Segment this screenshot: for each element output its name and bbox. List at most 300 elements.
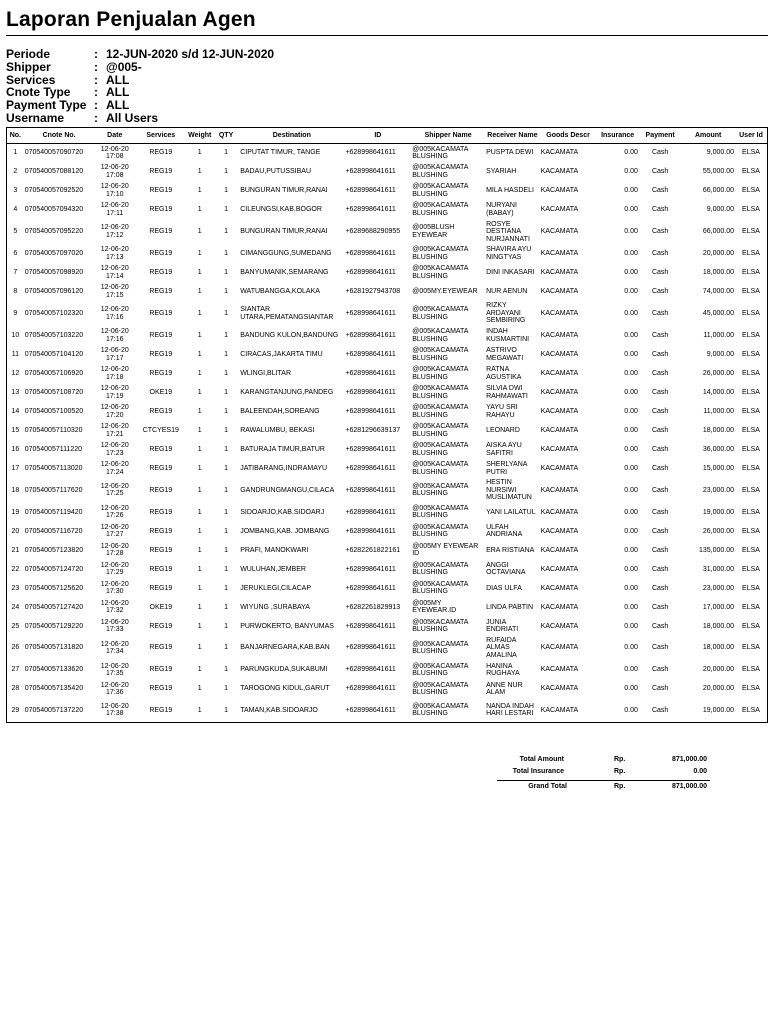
shipper-name: @005KACAMATA BLUSHING bbox=[412, 327, 469, 343]
insurance-value: 0.00 bbox=[624, 149, 638, 157]
amount: 18,000.00 bbox=[702, 426, 734, 434]
col-services-header: Services bbox=[135, 128, 187, 144]
shipper-name: @005KACAMATA BLUSHING bbox=[412, 504, 469, 520]
receiver-name: LINDA PABTIN bbox=[486, 603, 534, 611]
destination: CIPUTAT TIMUR, TANGE bbox=[240, 149, 321, 157]
payment-method: Cash bbox=[651, 464, 669, 472]
quantity: 1 bbox=[224, 685, 228, 693]
row-number: 19 bbox=[7, 503, 24, 522]
payment-method: Cash bbox=[651, 350, 669, 358]
receiver-name: SYARIAH bbox=[486, 168, 517, 176]
destination: SIANTAR UTARA,PEMATANGSIANTAR bbox=[240, 306, 334, 321]
shipper-name: @005KACAMATA BLUSHING bbox=[412, 460, 469, 476]
insurance-value: 0.00 bbox=[624, 228, 638, 236]
total-amount-value: 871,000.00 bbox=[671, 756, 707, 763]
table-row bbox=[7, 680, 768, 699]
receiver-name: ERA RISTIANA bbox=[486, 546, 535, 554]
shipper-name: @005KACAMATA BLUSHING bbox=[412, 662, 469, 678]
shipper-name: @005KACAMATA BLUSHING bbox=[412, 561, 469, 577]
user-id: ELSA bbox=[735, 579, 768, 598]
weight: 1 bbox=[197, 426, 202, 434]
table-row bbox=[7, 522, 768, 541]
insurance-value: 0.00 bbox=[624, 331, 638, 339]
quantity: 1 bbox=[224, 426, 228, 434]
shipper-name: @005KACAMATA BLUSHING bbox=[412, 640, 469, 656]
receiver-name: ASTRIVO MEGAWATI bbox=[486, 346, 524, 362]
service-code: REG19 bbox=[149, 486, 173, 494]
receiver-name: LEONARD bbox=[486, 426, 520, 434]
param-value: 12-JUN-2020 s/d 12-JUN-2020 bbox=[106, 47, 275, 61]
shipper-phone: +6282261829913 bbox=[345, 603, 401, 611]
service-code: REG19 bbox=[149, 287, 173, 295]
ship-date: 12-06-20 17:18 bbox=[100, 365, 129, 381]
goods-description: KACAMATA bbox=[540, 527, 579, 535]
user-id: ELSA bbox=[735, 661, 768, 680]
goods-description: KACAMATA bbox=[540, 249, 579, 257]
cnote-number: 070540057133620 bbox=[24, 666, 84, 674]
param-periode bbox=[6, 48, 274, 61]
col-cnote-no-header: Cnote No. bbox=[24, 128, 95, 144]
param-separator: : bbox=[94, 72, 98, 87]
insurance-value: 0.00 bbox=[624, 603, 638, 611]
destination: BANJARNEGARA,KAB.BAN bbox=[240, 644, 330, 652]
insurance-value: 0.00 bbox=[624, 685, 638, 693]
ship-date: 12-06-20 17:35 bbox=[100, 662, 129, 678]
shipper-phone: +628998641611 bbox=[345, 622, 396, 630]
user-id: ELSA bbox=[735, 282, 768, 301]
table-row bbox=[7, 163, 768, 182]
insurance-value: 0.00 bbox=[624, 508, 638, 516]
param-separator: : bbox=[94, 59, 98, 74]
row-number: 7 bbox=[7, 263, 24, 282]
table-header-row bbox=[7, 128, 768, 144]
quantity: 1 bbox=[224, 309, 228, 317]
ship-date: 12-06-20 17:16 bbox=[100, 327, 129, 343]
shipper-name: @005MY EYEWEAR ID bbox=[412, 542, 479, 558]
destination: GANDRUNGMANGU,CILACA bbox=[240, 486, 335, 494]
ship-date: 12-06-20 17:28 bbox=[100, 542, 129, 558]
param-label: Payment Type bbox=[6, 98, 87, 113]
payment-method: Cash bbox=[651, 486, 669, 494]
service-code: REG19 bbox=[149, 206, 173, 214]
total-amount-currency: Rp. bbox=[614, 756, 626, 763]
payment-method: Cash bbox=[651, 622, 669, 630]
destination: BADAU,PUTUSSIBAU bbox=[240, 168, 311, 176]
payment-method: Cash bbox=[651, 426, 669, 434]
insurance-value: 0.00 bbox=[624, 464, 638, 472]
amount: 11,000.00 bbox=[703, 331, 734, 339]
ship-date: 12-06-20 17:23 bbox=[100, 441, 129, 457]
weight: 1 bbox=[197, 622, 202, 630]
payment-method: Cash bbox=[651, 685, 669, 693]
receiver-name: ULFAH ANDRIANA bbox=[486, 523, 523, 539]
ship-date: 12-06-20 17:08 bbox=[100, 164, 129, 179]
row-number: 12 bbox=[7, 364, 24, 383]
col-payment-header: Payment bbox=[639, 128, 682, 144]
destination: WULUHAN,JEMBER bbox=[240, 565, 306, 573]
insurance-value: 0.00 bbox=[624, 584, 638, 592]
payment-method: Cash bbox=[651, 268, 669, 276]
insurance-value: 0.00 bbox=[624, 268, 638, 276]
quantity: 1 bbox=[224, 287, 228, 295]
insurance-value: 0.00 bbox=[624, 249, 638, 257]
shipper-name: @005KACAMATA BLUSHING bbox=[412, 681, 469, 697]
table-row bbox=[7, 220, 768, 245]
user-id: ELSA bbox=[735, 326, 768, 345]
cnote-number: 070540057095220 bbox=[24, 228, 84, 236]
service-code: REG19 bbox=[149, 666, 173, 674]
weight: 1 bbox=[197, 685, 202, 693]
weight: 1 bbox=[197, 546, 202, 554]
param-value: ALL bbox=[106, 98, 130, 113]
destination: JERUKLEGI,CILACAP bbox=[240, 584, 312, 592]
user-id: ELSA bbox=[735, 503, 768, 522]
weight: 1 bbox=[197, 350, 202, 358]
param-separator: : bbox=[94, 47, 98, 61]
cnote-number: 070540057106920 bbox=[24, 369, 84, 377]
row-number: 10 bbox=[7, 326, 24, 345]
goods-description: KACAMATA bbox=[540, 268, 579, 276]
payment-method: Cash bbox=[651, 584, 669, 592]
table-row bbox=[7, 282, 768, 301]
insurance-value: 0.00 bbox=[624, 287, 638, 295]
col-no-header: No. bbox=[7, 128, 24, 144]
shipper-name: @005KACAMATA BLUSHING bbox=[412, 422, 469, 438]
service-code: REG19 bbox=[149, 546, 173, 554]
service-code: OKE19 bbox=[149, 603, 173, 611]
user-id: ELSA bbox=[735, 598, 768, 617]
shipper-name: @005KACAMATA BLUSHING bbox=[412, 306, 469, 321]
col-id-header: ID bbox=[344, 128, 411, 144]
user-id: ELSA bbox=[735, 301, 768, 326]
user-id: ELSA bbox=[735, 478, 768, 503]
service-code: CTCYES19 bbox=[142, 426, 179, 434]
grand-total-label: Grand Total bbox=[528, 783, 567, 790]
ship-date: 12-06-20 17:21 bbox=[100, 422, 129, 438]
shipper-phone: +628998641611 bbox=[345, 369, 396, 377]
weight: 1 bbox=[187, 699, 213, 723]
insurance-value: 0.00 bbox=[624, 546, 638, 554]
row-number: 28 bbox=[7, 680, 24, 699]
cnote-number: 070540057110320 bbox=[24, 426, 83, 434]
receiver-name: DINI INKASARI bbox=[486, 268, 535, 276]
user-id: ELSA bbox=[735, 220, 768, 245]
quantity: 1 bbox=[224, 445, 228, 453]
ship-date: 12-06-20 17:30 bbox=[100, 580, 129, 596]
table-row bbox=[7, 598, 768, 617]
param-shipper bbox=[6, 61, 274, 74]
cnote-number: 070540057124720 bbox=[24, 565, 84, 573]
cnote-number: 070540057135420 bbox=[24, 685, 84, 693]
cnote-number: 070540057123820 bbox=[24, 546, 84, 554]
table-row bbox=[7, 440, 768, 459]
param-value: All Users bbox=[106, 110, 159, 125]
row-number: 5 bbox=[7, 220, 24, 245]
shipper-name: @005KACAMATA BLUSHING bbox=[412, 202, 469, 217]
weight: 1 bbox=[197, 508, 202, 516]
destination: SIDOARJO,KAB.SIDOARJ bbox=[240, 508, 325, 516]
payment-method: Cash bbox=[651, 527, 669, 535]
payment-method: Cash bbox=[651, 187, 669, 195]
destination: PURWOKERTO, BANYUMAS bbox=[240, 622, 334, 630]
weight: 1 bbox=[197, 369, 202, 377]
weight: 1 bbox=[197, 388, 202, 396]
service-code: REG19 bbox=[149, 464, 173, 472]
receiver-name: ROSYE DESTIANA NURJANNATI bbox=[486, 220, 530, 243]
payment-method: Cash bbox=[651, 309, 669, 317]
total-insurance-value: 0.00 bbox=[693, 768, 707, 775]
grand-total-value: 871,000.00 bbox=[671, 783, 707, 790]
table-row bbox=[7, 326, 768, 345]
destination: CIRACAS,JAKARTA TIMU bbox=[240, 350, 323, 358]
cnote-number: 070540057097020 bbox=[24, 249, 84, 257]
receiver-name: PUSPTA DEWI bbox=[486, 149, 534, 157]
receiver-name: HANINA RUGHAYA bbox=[486, 662, 520, 678]
table-row bbox=[7, 144, 768, 163]
table-row bbox=[7, 636, 768, 661]
destination: BANYUMANIK,SEMARANG bbox=[240, 268, 329, 276]
ship-date: 12-06-20 17:19 bbox=[100, 384, 129, 400]
goods-description: KACAMATA bbox=[540, 187, 579, 195]
col-shipper-name-header: Shipper Name bbox=[411, 128, 485, 144]
table-row bbox=[7, 402, 768, 421]
cnote-number: 070540057102320 bbox=[24, 309, 84, 317]
service-code: REG19 bbox=[149, 331, 173, 339]
table-row bbox=[7, 201, 768, 220]
receiver-name: INDAH KUSMARTINI bbox=[486, 327, 530, 343]
amount: 26,000.00 bbox=[702, 527, 734, 535]
payment-method: Cash bbox=[651, 445, 669, 453]
shipper-name: @005BLUSH EYEWEAR bbox=[412, 224, 455, 239]
totals-divider bbox=[497, 780, 710, 781]
amount: 55,000.00 bbox=[702, 168, 734, 176]
payment-method: Cash bbox=[651, 603, 669, 611]
grand-total-currency: Rp. bbox=[614, 783, 626, 790]
cnote-number: 070540057090720 bbox=[24, 149, 84, 157]
user-id: ELSA bbox=[735, 560, 768, 579]
shipper-name: @005KACAMATA BLUSHING bbox=[411, 699, 485, 723]
goods-description: KACAMATA bbox=[540, 331, 579, 339]
cnote-number: 070540057098920 bbox=[24, 268, 84, 276]
cnote-number: 070540057096120 bbox=[24, 287, 84, 295]
col-destination-header: Destination bbox=[239, 128, 344, 144]
service-code: REG19 bbox=[149, 685, 173, 693]
goods-description: KACAMATA bbox=[540, 622, 579, 630]
amount: 19,000.00 bbox=[681, 699, 735, 723]
row-number: 2 bbox=[7, 163, 24, 182]
quantity: 1 bbox=[224, 603, 228, 611]
ship-date: 12-06-20 17:15 bbox=[100, 284, 129, 299]
row-number: 15 bbox=[7, 421, 24, 440]
amount: 17,000.00 bbox=[702, 603, 734, 611]
param-value: @005- bbox=[106, 59, 142, 74]
weight: 1 bbox=[197, 309, 202, 317]
weight: 1 bbox=[197, 445, 202, 453]
shipper-name: @005KACAMATA BLUSHING bbox=[412, 482, 469, 498]
service-code: REG19 bbox=[135, 699, 187, 723]
shipper-phone: +628998641611 bbox=[345, 445, 396, 453]
param-separator: : bbox=[94, 98, 98, 113]
ship-date: 12-06-20 17:16 bbox=[100, 306, 129, 321]
weight: 1 bbox=[197, 407, 202, 415]
quantity: 1 bbox=[224, 644, 228, 652]
col-weight-header: Weight bbox=[187, 128, 213, 144]
param-label: Shipper bbox=[6, 59, 51, 74]
total-insurance-row bbox=[497, 768, 710, 780]
payment-method: Cash bbox=[651, 168, 669, 176]
cnote-number: 070540057100520 bbox=[24, 407, 84, 415]
total-amount-label: Total Amount bbox=[519, 756, 564, 763]
cnote-number: 070540057117620 bbox=[24, 486, 83, 494]
goods-description: KACAMATA bbox=[540, 369, 579, 377]
insurance-value: 0.00 bbox=[624, 350, 638, 358]
ship-date: 12-06-20 17:32 bbox=[100, 599, 129, 615]
amount: 9,000.00 bbox=[706, 149, 734, 157]
row-number: 22 bbox=[7, 560, 24, 579]
destination: CILEUNGSI,KAB.BOGOR bbox=[240, 206, 322, 214]
table-row bbox=[7, 244, 768, 263]
service-code: REG19 bbox=[149, 369, 173, 377]
table-row bbox=[7, 541, 768, 560]
row-number: 6 bbox=[7, 244, 24, 263]
weight: 1 bbox=[197, 168, 202, 176]
insurance-value: 0.00 bbox=[624, 426, 638, 434]
shipper-name: @005KACAMATA BLUSHING bbox=[412, 523, 469, 539]
receiver-name: YANI LAILATUL bbox=[486, 508, 536, 516]
destination: KARANGTANJUNG,PANDEG bbox=[240, 388, 334, 396]
payment-method: Cash bbox=[651, 249, 669, 257]
service-code: REG19 bbox=[149, 268, 173, 276]
table-row bbox=[7, 579, 768, 598]
param-separator: : bbox=[94, 110, 98, 125]
ship-date: 12-06-20 17:33 bbox=[100, 618, 129, 634]
report-parameters bbox=[6, 48, 274, 125]
user-id: ELSA bbox=[735, 201, 768, 220]
row-number: 17 bbox=[7, 459, 24, 478]
ship-date: 12-06-20 17:13 bbox=[100, 246, 129, 261]
user-id: ELSA bbox=[735, 263, 768, 282]
ship-date: 12-06-20 17:10 bbox=[100, 183, 129, 198]
amount: 9,000.00 bbox=[706, 206, 734, 214]
service-code: REG19 bbox=[149, 565, 173, 573]
goods-description: KACAMATA bbox=[540, 426, 579, 434]
ship-date: 12-06-20 17:08 bbox=[100, 145, 129, 161]
user-id: ELSA bbox=[735, 421, 768, 440]
cnote-number: 070540057116720 bbox=[24, 527, 83, 535]
quantity: 1 bbox=[224, 168, 228, 176]
goods-description: KACAMATA bbox=[540, 445, 579, 453]
row-number: 21 bbox=[7, 541, 24, 560]
cnote-number: 070540057111220 bbox=[24, 445, 83, 453]
service-code: REG19 bbox=[149, 350, 173, 358]
goods-description: KACAMATA bbox=[540, 685, 579, 693]
cnote-number: 070540057131820 bbox=[24, 644, 84, 652]
receiver-name: AISKA AYU SAFITRI bbox=[486, 441, 522, 457]
ship-date: 12-06-20 17:14 bbox=[100, 265, 129, 280]
shipper-name: @005MY.EYEWEAR bbox=[412, 287, 478, 295]
receiver-name: ANNE NUR ALAM bbox=[486, 681, 523, 697]
user-id: ELSA bbox=[735, 182, 768, 201]
shipper-phone: +628998641611 bbox=[345, 685, 396, 693]
cnote-number: 070540057137220 bbox=[24, 699, 95, 723]
quantity: 1 bbox=[224, 565, 228, 573]
goods-description: KACAMATA bbox=[540, 350, 579, 358]
service-code: REG19 bbox=[149, 622, 173, 630]
shipper-phone: +628998641611 bbox=[345, 666, 396, 674]
receiver-name: NURYANI (BABAY) bbox=[486, 202, 517, 217]
cnote-number: 070540057104120 bbox=[24, 350, 84, 358]
shipper-phone: +628998641611 bbox=[345, 388, 396, 396]
goods-description: KACAMATA bbox=[540, 168, 579, 176]
col-date-header: Date bbox=[95, 128, 135, 144]
payment-method: Cash bbox=[651, 388, 669, 396]
weight: 1 bbox=[197, 666, 202, 674]
amount: 15,000.00 bbox=[702, 464, 734, 472]
col-insurance-header: Insurance bbox=[596, 128, 639, 144]
payment-method: Cash bbox=[651, 644, 669, 652]
shipper-phone: +628998641611 bbox=[345, 350, 396, 358]
col-qty-header: QTY bbox=[213, 128, 239, 144]
col-receiver-name-header: Receiver Name bbox=[485, 128, 540, 144]
shipper-phone: +628998641611 bbox=[345, 309, 396, 317]
totals-summary bbox=[497, 756, 710, 795]
total-amount-row bbox=[497, 756, 710, 768]
receiver-name: ANGGI OCTAVIANA bbox=[486, 561, 526, 577]
shipper-name: @005KACAMATA BLUSHING bbox=[412, 441, 469, 457]
quantity: 1 bbox=[213, 699, 239, 723]
weight: 1 bbox=[197, 565, 202, 573]
row-number: 18 bbox=[7, 478, 24, 503]
shipper-name: @005KACAMATA BLUSHING bbox=[412, 618, 469, 634]
param-username bbox=[6, 112, 274, 125]
weight: 1 bbox=[197, 486, 202, 494]
destination: WIYUNG ,SURABAYA bbox=[240, 603, 310, 611]
destination: BUNGURAN TIMUR,RANAI bbox=[240, 187, 328, 195]
user-id: ELSA bbox=[735, 383, 768, 402]
insurance-value: 0.00 bbox=[624, 168, 638, 176]
row-number: 8 bbox=[7, 282, 24, 301]
quantity: 1 bbox=[224, 546, 228, 554]
table-row bbox=[7, 459, 768, 478]
amount: 20,000.00 bbox=[702, 685, 734, 693]
service-code: REG19 bbox=[149, 508, 173, 516]
row-number: 16 bbox=[7, 440, 24, 459]
insurance-value: 0.00 bbox=[624, 666, 638, 674]
payment-method: Cash bbox=[639, 699, 682, 723]
goods-description: KACAMATA bbox=[540, 699, 597, 723]
weight: 1 bbox=[197, 187, 202, 195]
table-row bbox=[7, 182, 768, 201]
service-code: REG19 bbox=[149, 249, 173, 257]
service-code: REG19 bbox=[149, 168, 173, 176]
shipper-name: @005KACAMATA BLUSHING bbox=[412, 365, 469, 381]
weight: 1 bbox=[197, 206, 202, 214]
row-number: 4 bbox=[7, 201, 24, 220]
receiver-name: DIAS ULFA bbox=[486, 584, 522, 592]
user-id: ELSA bbox=[735, 163, 768, 182]
title-divider bbox=[6, 35, 768, 36]
table-row bbox=[7, 503, 768, 522]
insurance-value: 0.00 bbox=[624, 206, 638, 214]
amount: 9,000.00 bbox=[706, 350, 734, 358]
weight: 1 bbox=[197, 268, 202, 276]
shipper-phone: +628998641611 bbox=[345, 584, 396, 592]
quantity: 1 bbox=[224, 228, 228, 236]
insurance-value: 0.00 bbox=[624, 527, 638, 535]
col-amount-header: Amount bbox=[681, 128, 735, 144]
service-code: REG19 bbox=[149, 149, 173, 157]
row-number: 9 bbox=[7, 301, 24, 326]
